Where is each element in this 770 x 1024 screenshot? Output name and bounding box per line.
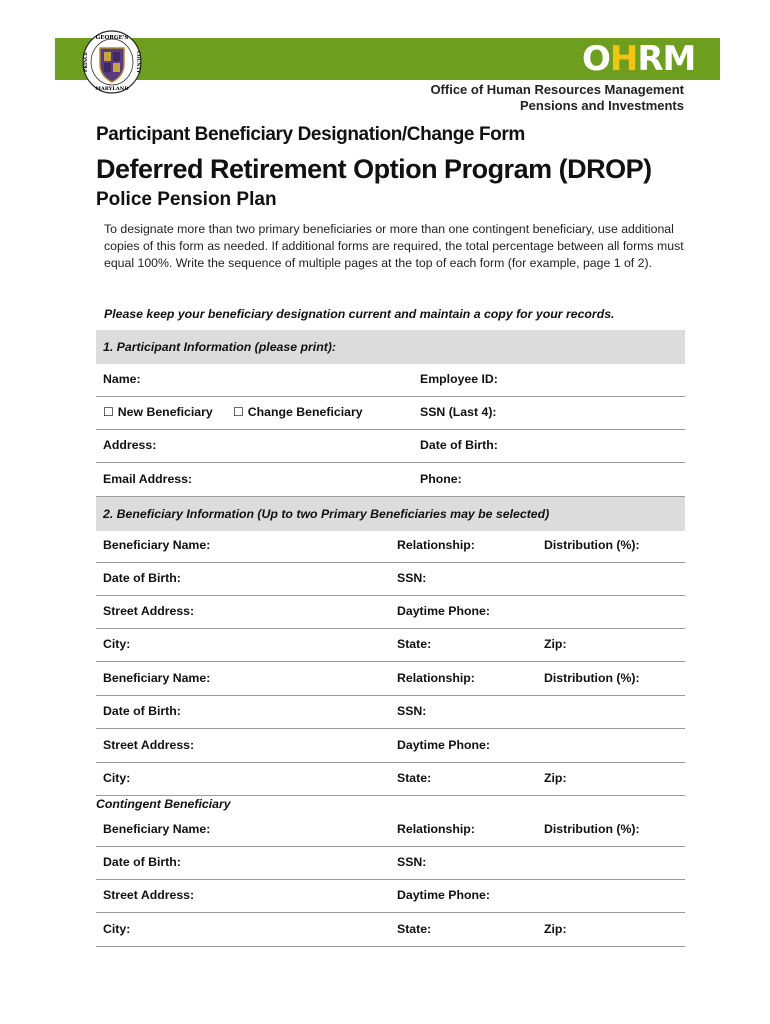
office-division: Pensions and Investments (520, 98, 684, 113)
contingent-row-city (96, 914, 685, 947)
contingent-ssn-field[interactable]: SSN: (397, 855, 427, 869)
county-seal-icon (82, 30, 142, 94)
contingent-name-field[interactable]: Beneficiary Name: (103, 822, 211, 836)
primary-1-zip-field[interactable]: Zip: (544, 637, 567, 651)
primary-2-street-field[interactable]: Street Address: (103, 738, 195, 752)
primary-1-row-dob (96, 563, 685, 596)
primary-2-state-field[interactable]: State: (397, 771, 432, 785)
primary-2-city-field[interactable]: City: (103, 771, 131, 785)
contingent-row-dob (96, 847, 685, 880)
section-1-heading: 1. Participant Information (please print): (96, 330, 685, 364)
change-beneficiary-checkbox[interactable]: ☐ (233, 405, 244, 419)
primary-1-phone-field[interactable]: Daytime Phone: (397, 604, 490, 618)
primary-2-distribution-field[interactable]: Distribution (%): (544, 671, 640, 685)
primary-1-ssn-field[interactable]: SSN: (397, 571, 427, 585)
change-beneficiary-label: Change Beneficiary (247, 405, 363, 419)
ohrm-logo (582, 39, 696, 79)
primary-1-street-field[interactable]: Street Address: (103, 604, 195, 618)
contingent-relationship-field[interactable]: Relationship: (397, 822, 475, 836)
participant-row-email (96, 464, 685, 497)
dob-field[interactable]: Date of Birth: (420, 438, 498, 452)
participant-row-name (96, 364, 685, 397)
new-beneficiary-checkbox[interactable]: ☐ (103, 405, 114, 419)
primary-1-row-city (96, 629, 685, 662)
primary-2-row-name (96, 663, 685, 696)
seal-text-right: COUNTY (135, 50, 140, 74)
program-title: Deferred Retirement Option Program (DROP) (96, 154, 652, 184)
primary-2-row-dob (96, 696, 685, 729)
primary-1-city-field[interactable]: City: (103, 637, 131, 651)
seal-text-left: PRINCE (84, 51, 89, 73)
primary-1-dob-field[interactable]: Date of Birth: (103, 571, 181, 585)
contingent-phone-field[interactable]: Daytime Phone: (397, 888, 490, 902)
primary-2-ssn-field[interactable]: SSN: (397, 704, 427, 718)
ssn-last4-field[interactable]: SSN (Last 4): (420, 405, 497, 419)
employee-id-field[interactable]: Employee ID: (420, 372, 498, 386)
primary-2-zip-field[interactable]: Zip: (544, 771, 567, 785)
section-2-heading: 2. Beneficiary Information (Up to two Primary Beneficiaries may be selected) (96, 497, 685, 531)
contingent-city-field[interactable]: City: (103, 922, 131, 936)
contingent-row-street (96, 880, 685, 913)
contingent-dob-field[interactable]: Date of Birth: (103, 855, 181, 869)
contingent-state-field[interactable]: State: (397, 922, 432, 936)
change-beneficiary-option[interactable] (233, 405, 363, 419)
contingent-street-field[interactable]: Street Address: (103, 888, 195, 902)
phone-field[interactable]: Phone: (420, 472, 462, 486)
address-field[interactable]: Address: (103, 438, 157, 452)
intro-text: To designate more than two primary beneficiaries or more than one contingent beneficiary, use additional copies of this form as needed. If additional forms are required, the total percentage between all forms must equal 100%. Write the sequence of multiple pages at the top of each form (for example, page 1 of 2). (104, 222, 684, 270)
logo-part-2: H (609, 39, 638, 79)
office-name: Office of Human Resources Management (430, 82, 684, 97)
primary-1-row-street (96, 596, 685, 629)
primary-2-name-field[interactable]: Beneficiary Name: (103, 671, 211, 685)
plan-title: Police Pension Plan (96, 189, 277, 210)
new-beneficiary-option[interactable] (103, 405, 213, 419)
primary-2-row-street (96, 730, 685, 763)
seal-text-top: GEORGE'S (95, 35, 129, 41)
participant-row-address (96, 430, 685, 463)
primary-1-name-field[interactable]: Beneficiary Name: (103, 538, 211, 552)
primary-1-relationship-field[interactable]: Relationship: (397, 538, 475, 552)
logo-part-1: O (582, 39, 610, 79)
primary-1-state-field[interactable]: State: (397, 637, 432, 651)
new-beneficiary-label: New Beneficiary (117, 405, 213, 419)
seal-text-bottom: MARYLAND (95, 86, 129, 92)
contingent-heading: Contingent Beneficiary (96, 797, 231, 811)
contingent-zip-field[interactable]: Zip: (544, 922, 567, 936)
primary-1-distribution-field[interactable]: Distribution (%): (544, 538, 640, 552)
office-info (430, 82, 684, 114)
primary-1-row-name (96, 530, 685, 563)
participant-row-type (96, 397, 685, 430)
email-field[interactable]: Email Address: (103, 472, 193, 486)
primary-2-dob-field[interactable]: Date of Birth: (103, 704, 181, 718)
primary-2-relationship-field[interactable]: Relationship: (397, 671, 475, 685)
logo-part-3: RM (637, 39, 696, 79)
primary-2-phone-field[interactable]: Daytime Phone: (397, 738, 490, 752)
contingent-row-name (96, 814, 685, 847)
name-field[interactable]: Name: (103, 372, 141, 386)
contingent-distribution-field[interactable]: Distribution (%): (544, 822, 640, 836)
reminder-text: Please keep your beneficiary designation current and maintain a copy for your records. (104, 307, 615, 321)
primary-2-row-city (96, 763, 685, 796)
form-title: Participant Beneficiary Designation/Change Form (96, 124, 525, 145)
